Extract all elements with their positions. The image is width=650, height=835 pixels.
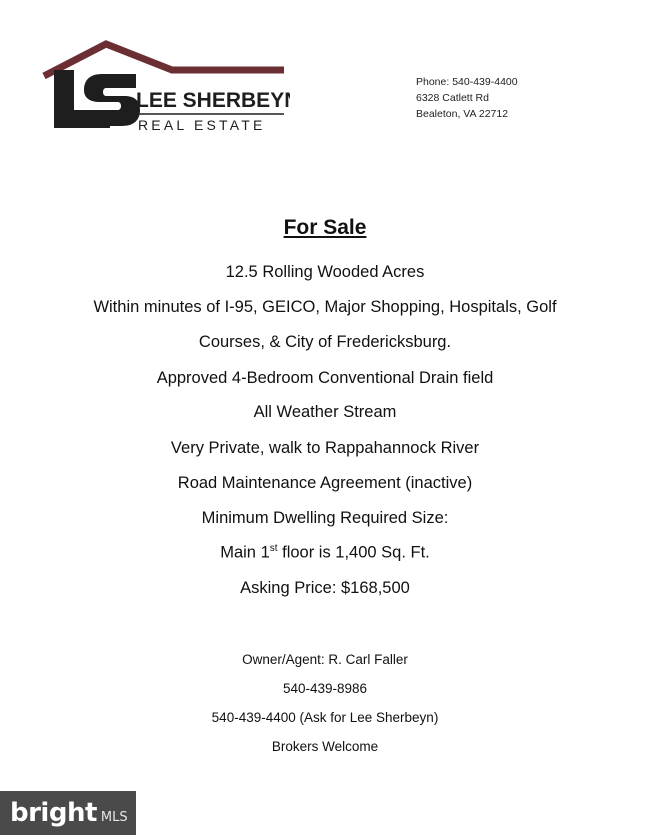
logo-name: LEE SHERBEYN <box>136 89 290 112</box>
owner-phone: 540-439-8986 <box>282 681 368 696</box>
brokers-welcome: Brokers Welcome <box>271 739 379 754</box>
floor-suffix: floor is 1,400 Sq. Ft. <box>277 543 430 562</box>
owner-agent: Owner/Agent: R. Carl Faller <box>242 652 408 667</box>
detail-acreage: 12.5 Rolling Wooded Acres <box>225 263 425 281</box>
detail-location-2: Courses, & City of Fredericksburg. <box>198 333 452 351</box>
page-title: For Sale <box>283 216 367 239</box>
detail-stream: All Weather Stream <box>253 403 397 421</box>
office-city: Bealeton, VA 22712 <box>416 108 509 120</box>
office-phone-ask: 540-439-4400 (Ask for Lee Sherbeyn) <box>211 710 439 725</box>
mls-watermark <box>0 791 136 835</box>
detail-location-1: Within minutes of I-95, GEICO, Major Shopping, Hospitals, Golf <box>93 298 557 316</box>
watermark-suffix: MLS <box>100 809 128 825</box>
detail-drainfield: Approved 4-Bedroom Conventional Drain field <box>156 369 494 387</box>
house-logo-icon <box>40 40 290 132</box>
floor-superscript: st <box>269 543 278 554</box>
office-street: 6328 Catlett Rd <box>416 92 489 104</box>
company-logo <box>40 40 290 132</box>
detail-min-dwelling: Minimum Dwelling Required Size: <box>201 509 449 527</box>
asking-price: Asking Price: $168,500 <box>240 579 410 597</box>
watermark-brand: bright <box>10 798 97 828</box>
office-phone: Phone: 540-439-4400 <box>416 76 518 88</box>
detail-road: Road Maintenance Agreement (inactive) <box>177 474 473 492</box>
detail-privacy: Very Private, walk to Rappahannock River <box>170 439 480 457</box>
logo-tagline: REAL ESTATE <box>138 117 266 132</box>
detail-floor <box>0 543 650 563</box>
office-contact <box>416 74 518 122</box>
floor-prefix: Main 1 <box>220 543 270 562</box>
